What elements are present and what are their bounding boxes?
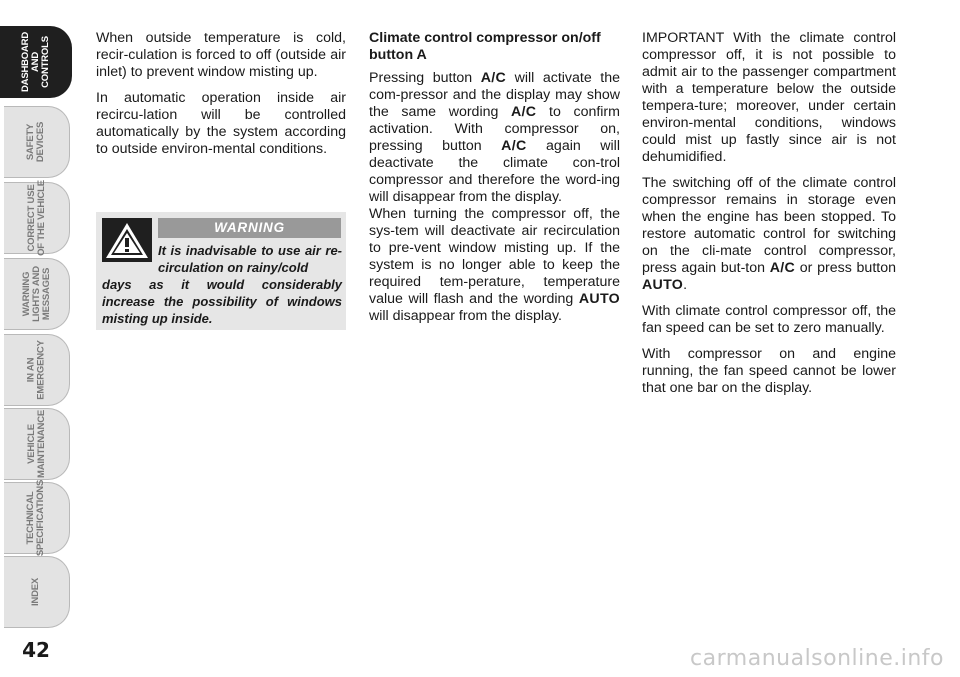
paragraph: In automatic operation inside air recircu-lation will be controlled automatically by the system according to outside environ-mental conditions. (96, 90, 346, 157)
tab-label: DASHBOARD AND CONTROLS (19, 32, 51, 92)
keyword-ac: A/C (480, 70, 507, 86)
page-number: 42 (22, 638, 50, 662)
tab-correct-use-of-the-vehicle[interactable] (4, 182, 70, 254)
tab-label: SAFETY DEVICES (25, 121, 47, 163)
watermark: carmanualsonline.info (690, 646, 944, 671)
keyword-ac: A/C (511, 104, 537, 120)
paragraph: With compressor on and engine running, the fan speed cannot be lower that one bar on the display. (642, 346, 896, 396)
tab-dashboard-and-controls[interactable] (0, 26, 72, 98)
section-sidebar (0, 0, 72, 640)
keyword-auto: AUTO (642, 277, 684, 293)
warning-text-rest: days as it would considerably increase the possibility of windows misting up inside. (102, 277, 342, 326)
tab-label: IN AN EMERGENCY (25, 340, 47, 400)
tab-label: INDEX (30, 577, 42, 607)
text: . (683, 277, 688, 293)
tab-vehicle-maintenance[interactable] (4, 408, 70, 480)
text: to confirm activation. With compressor on, pressing button (369, 104, 620, 154)
paragraph (642, 175, 896, 294)
column-1 (96, 30, 346, 167)
keyword-ac: A/C (769, 260, 796, 276)
tab-technical-specifications[interactable] (4, 479, 70, 557)
tab-index[interactable] (4, 556, 70, 628)
tab-label: WARNING LIGHTS AND MESSAGES (20, 266, 52, 322)
column-3 (642, 30, 896, 406)
warning-box (96, 212, 346, 330)
paragraph: With climate control compressor off, the fan speed can be set to zero manually. (642, 303, 896, 336)
text: When turning the compressor off, the sys-tem will deactivate air recirculation to pre-vent window misting up. If the system is no longer able to keep the required tem-perature, temperature value will flash and the wording (369, 206, 620, 307)
paragraph (369, 70, 620, 206)
column-2 (369, 30, 620, 334)
text: again will deactivate the climate con-trol compressor and therefore the word-ing will disappear from the display. (369, 138, 620, 205)
tab-label: TECHNICAL SPECIFICATIONS (25, 479, 47, 557)
tab-in-an-emergency[interactable] (4, 334, 70, 406)
keyword-ac: A/C (501, 138, 527, 154)
warning-title: WARNING (158, 218, 341, 238)
tab-label: CORRECT USE OF THE VEHICLE (25, 180, 47, 256)
warning-text-indent: It is inadvisable to use air re-circulation on rainy/cold (158, 243, 342, 275)
keyword-auto: AUTO (578, 291, 620, 307)
warning-text (102, 242, 342, 327)
text: or press button (795, 260, 896, 276)
text: will disappear from the display. (369, 308, 562, 324)
tab-label: VEHICLE MAINTENANCE (25, 410, 47, 478)
text: will activate the com-pressor and the display may show the same wording (369, 70, 620, 120)
paragraph: IMPORTANT With the climate control compressor off, it is not possible to admit air to the passenger compartment with a temperature below the outside tempera-ture; moreover, under certain environ-mental conditions, windows could mist up fastly since air is not dehumidified. (642, 30, 896, 165)
text: The switching off of the climate control compressor remains in storage even when the engine has been stopped. To restore automatic control for switching on the cli-mate control compressor, press again but-ton (642, 175, 896, 276)
section-heading: Climate control compressor on/off button A (369, 30, 601, 63)
paragraph: When outside temperature is cold, recir-culation is forced to off (outside air inlet) to prevent window misting up. (96, 30, 346, 80)
paragraph (369, 206, 620, 325)
tab-warning-lights-and-messages[interactable] (4, 258, 70, 330)
text: Pressing button (369, 70, 481, 86)
tab-safety-devices[interactable] (4, 106, 70, 178)
